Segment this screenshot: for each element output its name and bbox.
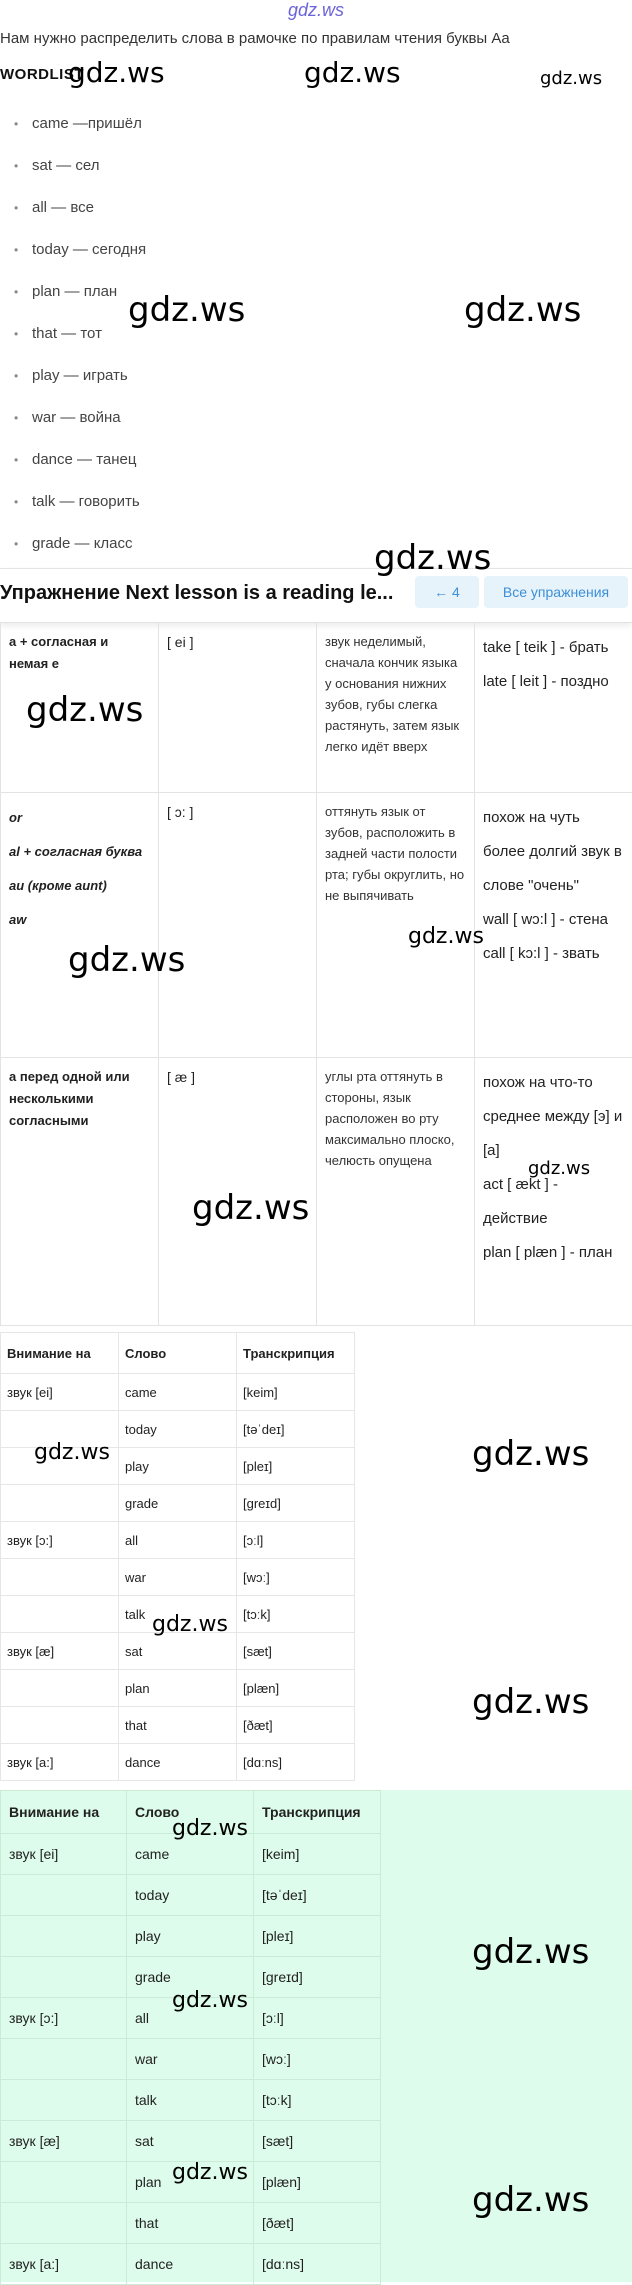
table-row bbox=[1, 793, 632, 1058]
rule-line: al + согласная буква bbox=[9, 835, 150, 869]
watermark: gdz.ws bbox=[472, 1434, 589, 1474]
table-row bbox=[1, 1058, 632, 1326]
table-cell: [sæt] bbox=[237, 1633, 355, 1670]
table-cell: all bbox=[119, 1522, 237, 1559]
examples-cell bbox=[475, 1058, 632, 1326]
example-line: похож на что-то среднее между [э] и [а] bbox=[483, 1066, 624, 1168]
table-cell: [keim] bbox=[237, 1374, 355, 1411]
examples-cell bbox=[475, 793, 632, 1058]
table-row bbox=[1, 1670, 355, 1707]
table-cell: [tɔːk] bbox=[254, 2080, 381, 2121]
table-row bbox=[1, 2244, 381, 2285]
rule-cell: a перед одной или несколькими согласными bbox=[1, 1058, 159, 1326]
table-cell: [təˈdeɪ] bbox=[254, 1875, 381, 1916]
table-row bbox=[1, 2121, 381, 2162]
watermark: gdz.ws bbox=[408, 924, 484, 949]
table-cell bbox=[1, 1670, 119, 1707]
table-cell: [sæt] bbox=[254, 2121, 381, 2162]
watermark: gdz.ws bbox=[172, 1988, 248, 2013]
wordlist-title: WORDLIST bbox=[0, 66, 84, 83]
table-cell: [ðæt] bbox=[237, 1707, 355, 1744]
table-cell bbox=[1, 1559, 119, 1596]
table-cell: звук [ɔ:] bbox=[1, 1998, 127, 2039]
example-line: wall [ wɔ:l ] - стена bbox=[483, 903, 624, 937]
column-header: Слово bbox=[119, 1333, 237, 1374]
table-cell: talk bbox=[119, 1596, 237, 1633]
table-cell: [keim] bbox=[254, 1834, 381, 1875]
watermark: gdz.ws bbox=[374, 538, 491, 578]
rule-line: au (кроме aunt) bbox=[9, 869, 150, 903]
watermark: gdz.ws bbox=[34, 1440, 110, 1465]
table-cell: grade bbox=[127, 1957, 254, 1998]
table-cell bbox=[1, 1916, 127, 1957]
examples-cell bbox=[475, 623, 632, 793]
table-cell: звук [æ] bbox=[1, 2121, 127, 2162]
table-row bbox=[1, 2080, 381, 2121]
example-line: late [ leit ] - поздно bbox=[483, 665, 624, 699]
watermark: gdz.ws bbox=[472, 1932, 589, 1972]
table-cell bbox=[1, 2039, 127, 2080]
articulation-cell: углы рта оттянуть в стороны, язык расположен во рту максимально плоско, челюсть опущена bbox=[317, 1058, 475, 1326]
table-cell: звук [a:] bbox=[1, 1744, 119, 1781]
watermark: gdz.ws bbox=[26, 690, 143, 730]
table-cell: [greɪd] bbox=[237, 1485, 355, 1522]
table-cell bbox=[1, 1485, 119, 1522]
table-cell: [plæn] bbox=[237, 1670, 355, 1707]
table-cell: [tɔːk] bbox=[237, 1596, 355, 1633]
watermark: gdz.ws bbox=[528, 1158, 590, 1179]
table-row bbox=[1, 2203, 381, 2244]
previous-exercise-button[interactable]: ← 4 bbox=[415, 576, 479, 608]
example-line: plan [ plæn ] - план bbox=[483, 1236, 624, 1270]
watermark: gdz.ws bbox=[68, 56, 165, 89]
sound-cell: [ ɔ: ] bbox=[159, 793, 317, 1058]
example-line: take [ teik ] - брать bbox=[483, 631, 624, 665]
column-header: Транскрипция bbox=[254, 1791, 381, 1834]
rule-cell: a + согласная и немая e bbox=[1, 623, 159, 793]
table-cell: sat bbox=[127, 2121, 254, 2162]
table-cell: today bbox=[119, 1411, 237, 1448]
articulation-cell: оттянуть язык от зубов, расположить в задней части полости рта; губы округлить, но не выпячивать bbox=[317, 793, 475, 1058]
table-cell: звук [ei] bbox=[1, 1834, 127, 1875]
articulation-cell: звук неделимый, сначала кончик языка у основания нижних зубов, губы слегка растянуть, затем язык легко идёт вверх bbox=[317, 623, 475, 793]
table-cell: came bbox=[127, 1834, 254, 1875]
table-row bbox=[1, 1522, 355, 1559]
site-logo[interactable]: gdz.ws bbox=[0, 0, 632, 21]
table-cell: [wɔː] bbox=[237, 1559, 355, 1596]
list-item: • plan — план bbox=[0, 278, 146, 320]
table-cell: [təˈdeɪ] bbox=[237, 1411, 355, 1448]
watermark: gdz.ws bbox=[464, 290, 581, 330]
sound-cell: [ æ ] bbox=[159, 1058, 317, 1326]
sound-cell: [ ei ] bbox=[159, 623, 317, 793]
table-cell bbox=[1, 2162, 127, 2203]
watermark: gdz.ws bbox=[128, 290, 245, 330]
table-row bbox=[1, 2039, 381, 2080]
list-item: • play — играть bbox=[0, 362, 146, 404]
table-cell bbox=[1, 2203, 127, 2244]
table-cell: dance bbox=[119, 1744, 237, 1781]
list-item: • sat — сел bbox=[0, 152, 146, 194]
table-row bbox=[1, 1633, 355, 1670]
table-cell: [ɔːl] bbox=[237, 1522, 355, 1559]
table-cell: звук [a:] bbox=[1, 2244, 127, 2285]
task-intro: Нам нужно распределить слова в рамочке по правилам чтения буквы Aa bbox=[0, 30, 510, 47]
watermark: gdz.ws bbox=[172, 2160, 248, 2185]
table-cell bbox=[1, 1707, 119, 1744]
watermark: gdz.ws bbox=[540, 68, 602, 89]
watermark: gdz.ws bbox=[172, 1816, 248, 1841]
table-row bbox=[1, 1559, 355, 1596]
rule-line: or bbox=[9, 801, 150, 835]
watermark: gdz.ws bbox=[472, 2180, 589, 2220]
watermark: gdz.ws bbox=[472, 1682, 589, 1722]
example-line: act [ ækt ] - действие bbox=[483, 1168, 624, 1236]
table-cell: play bbox=[127, 1916, 254, 1957]
column-header: Внимание на bbox=[1, 1791, 127, 1834]
table-cell: plan bbox=[119, 1670, 237, 1707]
table-cell: [dɑːns] bbox=[237, 1744, 355, 1781]
table-cell: звук [æ] bbox=[1, 1633, 119, 1670]
watermark: gdz.ws bbox=[304, 56, 401, 89]
table-cell: plan bbox=[127, 2162, 254, 2203]
table-cell: war bbox=[119, 1559, 237, 1596]
table-cell: that bbox=[127, 2203, 254, 2244]
watermark: gdz.ws bbox=[192, 1188, 309, 1228]
all-exercises-button[interactable]: Все упражнения bbox=[484, 576, 628, 608]
table-cell: came bbox=[119, 1374, 237, 1411]
table-row bbox=[1, 1485, 355, 1522]
answer-table bbox=[0, 1332, 355, 1781]
table-cell: grade bbox=[119, 1485, 237, 1522]
table-cell bbox=[1, 1875, 127, 1916]
list-item: • talk — говорить bbox=[0, 488, 146, 530]
table-cell: [dɑːns] bbox=[254, 2244, 381, 2285]
answer-table-highlighted bbox=[0, 1790, 381, 2285]
column-header: Транскрипция bbox=[237, 1333, 355, 1374]
table-cell: [ðæt] bbox=[254, 2203, 381, 2244]
table-cell bbox=[1, 1957, 127, 1998]
watermark: gdz.ws bbox=[68, 940, 185, 980]
table-header-row bbox=[1, 1333, 355, 1374]
list-item: • all — все bbox=[0, 194, 146, 236]
table-cell bbox=[1, 2080, 127, 2121]
list-item: • came —пришёл bbox=[0, 110, 146, 152]
list-item: • war — война bbox=[0, 404, 146, 446]
list-item: • grade — класс bbox=[0, 530, 146, 572]
table-row bbox=[1, 1744, 355, 1781]
column-header: Внимание на bbox=[1, 1333, 119, 1374]
column-header: Слово bbox=[127, 1791, 254, 1834]
table-cell: [wɔː] bbox=[254, 2039, 381, 2080]
table-cell: [plæn] bbox=[254, 2162, 381, 2203]
table-cell: talk bbox=[127, 2080, 254, 2121]
table-row bbox=[1, 1374, 355, 1411]
table-cell: today bbox=[127, 1875, 254, 1916]
table-cell bbox=[1, 1596, 119, 1633]
table-cell: war bbox=[127, 2039, 254, 2080]
table-cell: all bbox=[127, 1998, 254, 2039]
list-item: • today — сегодня bbox=[0, 236, 146, 278]
example-line: похож на чуть более долгий звук в слове "очень" bbox=[483, 801, 624, 903]
table-row bbox=[1, 1875, 381, 1916]
table-cell: [greɪd] bbox=[254, 1957, 381, 1998]
list-item: • that — тот bbox=[0, 320, 146, 362]
example-line: call [ kɔ:l ] - звать bbox=[483, 937, 624, 971]
table-cell: [pleɪ] bbox=[254, 1916, 381, 1957]
table-cell: звук [ei] bbox=[1, 1374, 119, 1411]
list-item: • dance — танец bbox=[0, 446, 146, 488]
exercise-title: Упражнение Next lesson is a reading le... bbox=[0, 582, 410, 605]
wordlist bbox=[0, 110, 146, 572]
rule-cell bbox=[1, 793, 159, 1058]
table-cell: play bbox=[119, 1448, 237, 1485]
table-cell: [ɔːl] bbox=[254, 1998, 381, 2039]
table-row bbox=[1, 1916, 381, 1957]
table-cell: [pleɪ] bbox=[237, 1448, 355, 1485]
table-cell: dance bbox=[127, 2244, 254, 2285]
table-cell: sat bbox=[119, 1633, 237, 1670]
table-row bbox=[1, 1707, 355, 1744]
table-cell: that bbox=[119, 1707, 237, 1744]
table-cell: звук [ɔ:] bbox=[1, 1522, 119, 1559]
rule-line: aw bbox=[9, 903, 150, 937]
watermark: gdz.ws bbox=[152, 1612, 228, 1637]
